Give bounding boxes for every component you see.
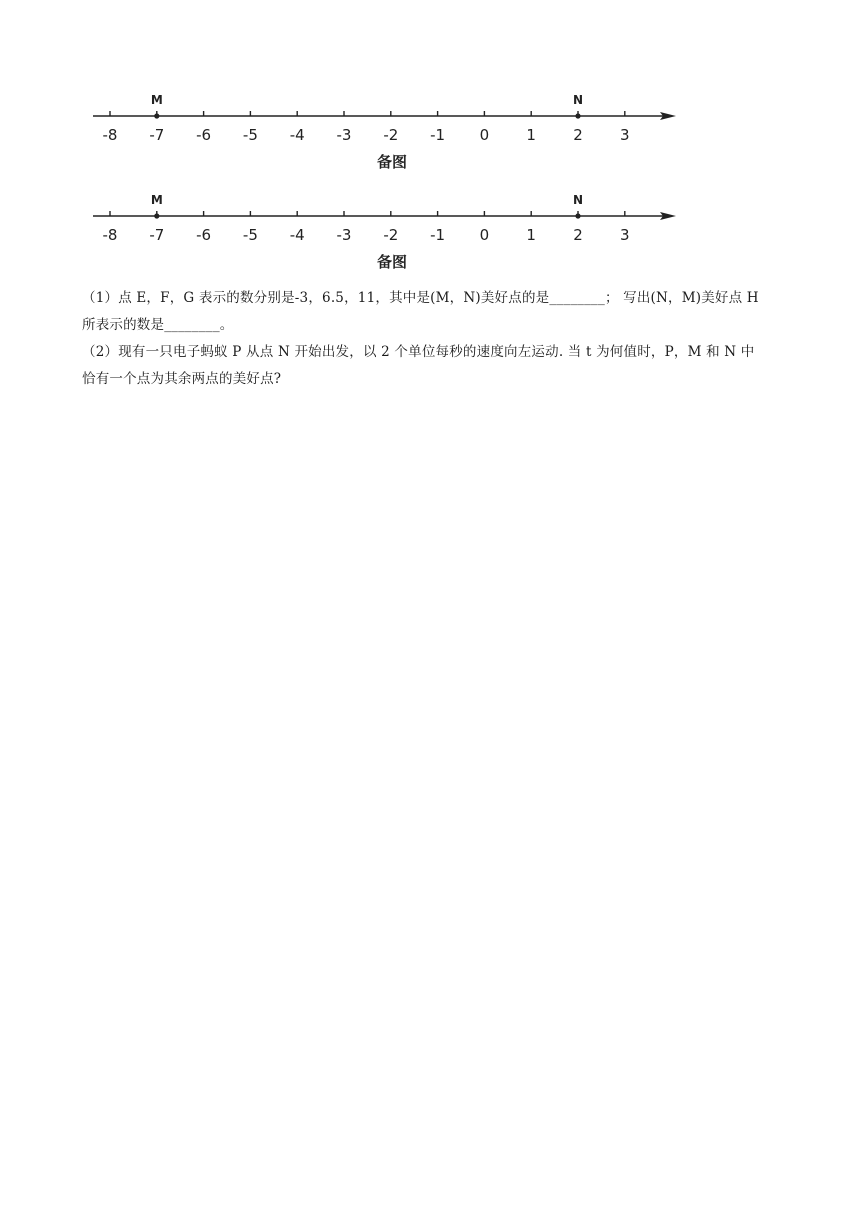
figure-caption: 备图 (376, 153, 408, 171)
tick-label: -4 (289, 226, 305, 244)
tick-label: -1 (430, 226, 446, 244)
point-m-dot (154, 113, 159, 118)
tick-label: -8 (102, 226, 118, 244)
tick-label: 3 (620, 226, 630, 244)
point-m-dot (154, 213, 159, 218)
point-n-label: N (572, 93, 584, 107)
tick-label: -2 (383, 126, 399, 144)
tick-label: -2 (383, 226, 399, 244)
point-m-label: M (150, 193, 163, 207)
tick-label: 1 (526, 126, 536, 144)
tick-label: 0 (479, 126, 490, 144)
tick-label: -7 (149, 226, 165, 244)
tick-label: -3 (336, 126, 352, 144)
point-n-dot (575, 113, 580, 118)
number-line-2 (0, 188, 860, 278)
tick-label: -5 (242, 226, 258, 244)
point-n-label: N (572, 193, 584, 207)
problem-text (82, 285, 782, 393)
tick-label: -6 (196, 126, 212, 144)
tick-label: -4 (289, 126, 305, 144)
question-2-line-1: （2）现有一只电子蚂蚁 P 从点 N 开始出发，以 2 个单位每秒的速度向左运动. 当 t 为何值时，P，M 和 N 中 (82, 344, 755, 360)
question-1-line-2: 所表示的数是________。 (82, 317, 234, 333)
tick-label: -8 (102, 126, 118, 144)
number-line-figure-1 (0, 88, 860, 178)
point-m-label: M (150, 93, 163, 107)
tick-label: -6 (196, 226, 212, 244)
figure-caption: 备图 (376, 253, 408, 271)
tick-label: -7 (149, 126, 165, 144)
question-2-line-2: 恰有一个点为其余两点的美好点? (82, 371, 282, 387)
tick-label: -5 (242, 126, 258, 144)
number-line-1 (0, 88, 860, 178)
tick-label: 2 (573, 126, 583, 144)
point-n-dot (575, 213, 580, 218)
tick-label: 1 (526, 226, 536, 244)
question-1-line-1: （1）点 E，F，G 表示的数分别是-3，6.5，11，其中是(M，N)美好点的是________； 写出(N，M)美好点 H (82, 290, 759, 306)
number-line-figure-2 (0, 188, 860, 278)
tick-label: -3 (336, 226, 352, 244)
tick-label: -1 (430, 126, 446, 144)
tick-label: 3 (620, 126, 630, 144)
tick-label: 0 (479, 226, 490, 244)
tick-label: 2 (573, 226, 583, 244)
